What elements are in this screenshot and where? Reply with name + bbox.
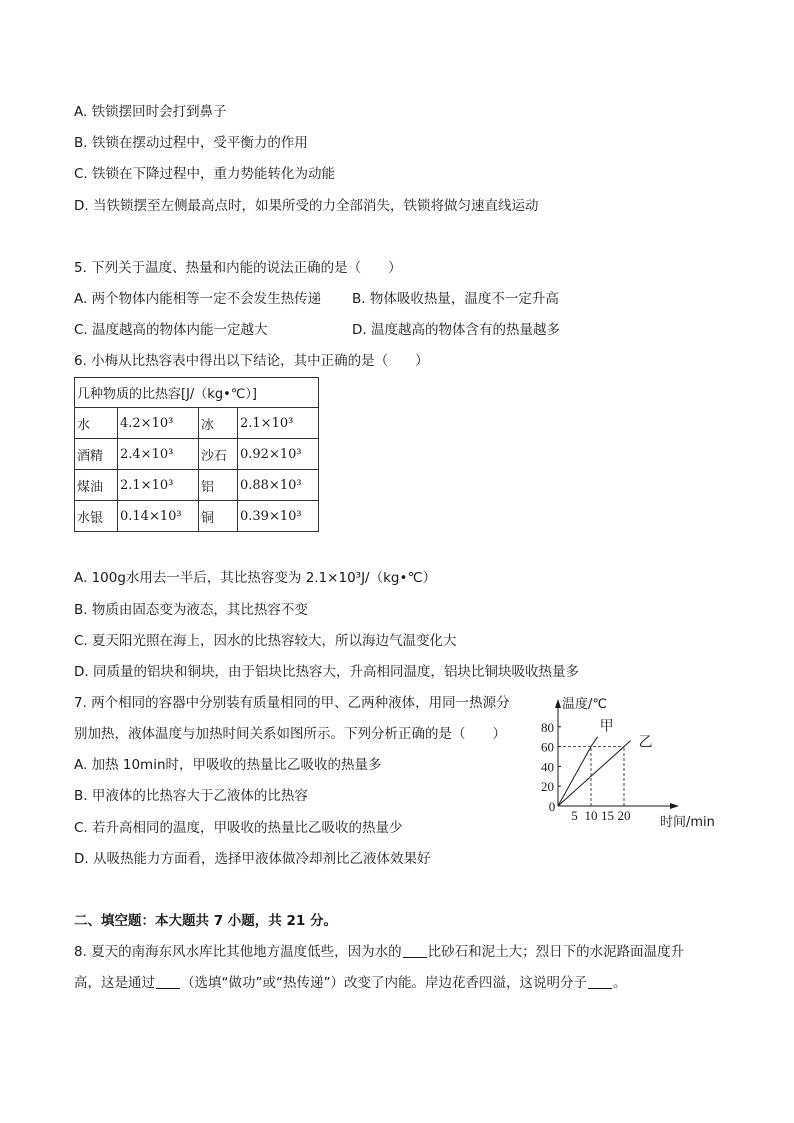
q7-stem-line1: 7. 两个相同的容器中分别装有质量相同的甲、乙两种液体，用同一热源分 [74,695,510,711]
y-tick-label: 80 [541,719,554,735]
table-row [75,439,319,470]
q8-text: 8. 夏天的南海东风水库比其他地方温度低些，因为水的 [74,944,402,960]
table-cell: 4.2×10³ [118,408,199,439]
q6-option-a: A. 100g水用去一半后，其比热容变为 2.1×10³J/（kg•℃） [74,570,437,586]
x-tick-label: 10 [584,808,598,823]
q8-text: （选填“做功”或“热传递”）改变了内能。岸边花香四溢，这说明分子 [181,975,587,991]
y-axis-label: 温度/℃ [562,697,607,712]
x-tick-label: 5 [571,808,578,823]
y-axis-arrow [555,699,561,708]
q4-option-b: B. 铁锁在摆动过程中，受平衡力的作用 [74,135,308,151]
q6-option-b: B. 物质由固态变为液态，其比热容不变 [74,602,308,618]
table-header: 几种物质的比热容[J/（kg•℃）] [75,378,319,408]
q8-text: 高，这是通过 [74,975,155,991]
table-cell: 2.4×10³ [118,439,199,470]
q8-line1 [74,942,684,962]
y-tick-label: 40 [541,759,554,775]
series-line-jia [558,737,598,806]
x-axis-arrow [670,803,679,809]
table-row [75,501,319,532]
table-cell: 铝 [199,470,238,501]
q4-option-c: C. 铁锁在下降过程中，重力势能转化为动能 [74,166,336,182]
table-cell: 沙石 [199,439,238,470]
q6-option-c: C. 夏天阳光照在海上，因水的比热容较大，所以海边气温变化大 [74,633,457,649]
y-tick-label: 20 [541,779,554,795]
origin-label: 0 [548,799,556,814]
q7-option-d: D. 从吸热能力方面看，选择甲液体做冷却剂比乙液体效果好 [74,851,431,867]
x-axis-label: 时间/min [660,815,715,830]
q7-option-a: A. 加热 10min时，甲吸收的热量比乙吸收的热量多 [74,757,382,773]
x-tick-label: 20 [617,808,631,823]
q5-option-a: A. 两个物体内能相等一定不会发生热传递 [74,291,322,307]
table-cell: 0.92×10³ [238,439,319,470]
q6-stem: 6. 小梅从比热容表中得出以下结论，其中正确的是（ ） [74,353,429,369]
q5-option-d: D. 温度越高的物体含有的热量越多 [352,322,560,338]
table-cell: 0.14×10³ [118,501,199,532]
q8-line2 [74,973,626,993]
series-label: 乙 [638,735,653,751]
q5-stem: 5. 下列关于温度、热量和内能的说法正确的是（ ） [74,260,402,276]
y-tick-label: 60 [541,739,554,755]
q7-stem-line2: 别加热，液体温度与加热时间关系如图所示。下列分析正确的是（ ） [74,726,506,742]
table-row [75,470,319,501]
answer-blank[interactable] [156,974,180,989]
q8-text: 比砂石和泥土大；烈日下的水泥路面温度升 [427,944,685,960]
answer-blank[interactable] [588,974,612,989]
table-cell: 冰 [199,408,238,439]
table-cell: 水 [75,408,118,439]
q6-option-d: D. 同质量的铝块和铜块，由于铝块比热容大，升高相同温度，铝块比铜块吸收热量多 [74,664,579,680]
table-cell: 煤油 [75,470,118,501]
table-cell: 0.39×10³ [238,501,319,532]
series-line-yi [558,741,631,806]
q4-option-a: A. 铁锁摆回时会打到鼻子 [74,104,227,120]
answer-blank[interactable] [403,943,427,958]
q4-option-d: D. 当铁锁摆至左侧最高点时，如果所受的力全部消失，铁锁将做匀速直线运动 [74,198,539,214]
q7-option-b: B. 甲液体的比热容大于乙液体的比热容 [74,788,308,804]
table-cell: 铜 [199,501,238,532]
q5-option-c: C. 温度越高的物体内能一定越大 [74,322,268,338]
table-cell: 0.88×10³ [238,470,319,501]
temperature-time-chart [530,690,730,838]
series-label: 甲 [599,719,614,735]
q8-text: 。 [612,975,627,991]
table-row [75,408,319,439]
table-cell: 2.1×10³ [238,408,319,439]
section-title: 二、填空题：本大题共 7 小题，共 21 分。 [74,913,337,929]
q7-option-c: C. 若升高相同的温度，甲吸收的热量比乙吸收的热量少 [74,820,403,836]
table-cell: 酒精 [75,439,118,470]
specific-heat-table [74,377,319,532]
table-cell: 2.1×10³ [118,470,199,501]
q5-option-b: B. 物体吸收热量，温度不一定升高 [352,291,559,307]
x-tick-label: 15 [601,808,614,823]
table-cell: 水银 [75,501,118,532]
